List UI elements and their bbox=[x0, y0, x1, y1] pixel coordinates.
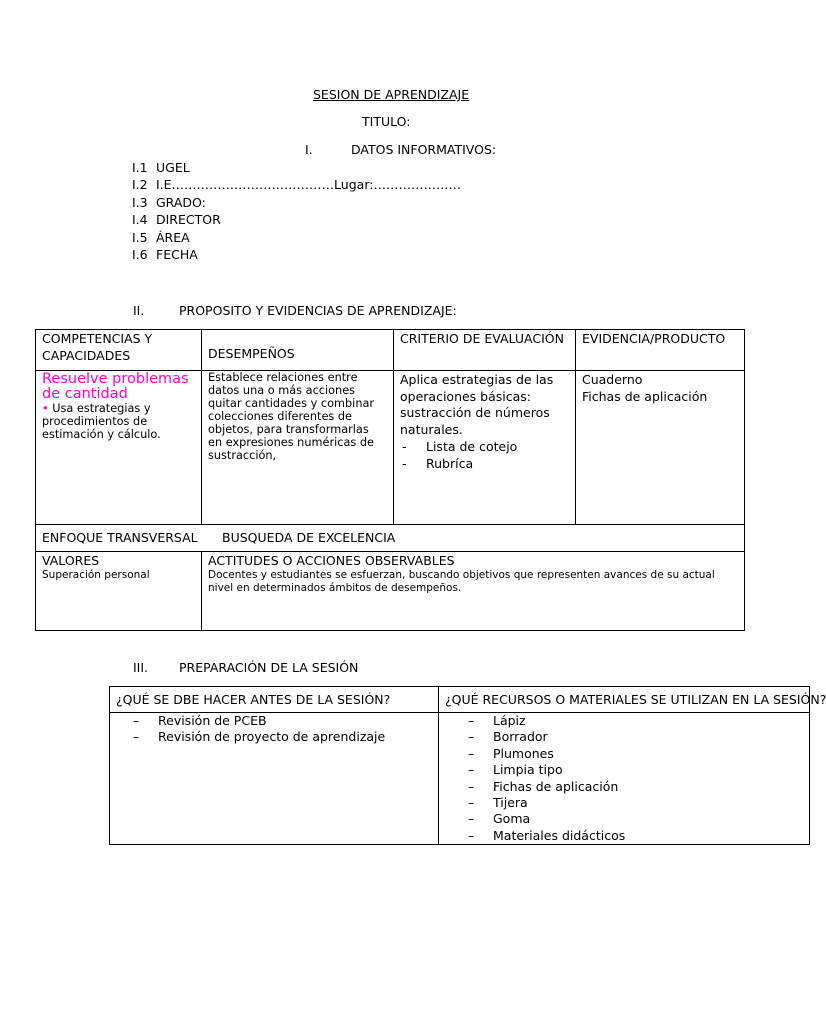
proposito-table bbox=[35, 329, 745, 631]
dash-icon: – bbox=[468, 713, 475, 728]
enfoque-value: BUSQUEDA DE EXCELENCIA bbox=[222, 530, 396, 545]
page-title: SESION DE APRENDIZAJE bbox=[313, 87, 470, 102]
valores-row bbox=[36, 552, 745, 631]
instrumento-text: Lista de cotejo bbox=[426, 439, 518, 454]
info-row-grado bbox=[132, 194, 206, 211]
valores-cell bbox=[36, 552, 202, 631]
section-3-title: PREPARACIÓN DE LA SESIÓN bbox=[179, 660, 359, 675]
titulo-label: TITULO: bbox=[362, 114, 411, 129]
info-text: DIRECTOR bbox=[156, 212, 221, 227]
capacidad-value: Usa estrategias y procedimientos de estimación y cálculo. bbox=[42, 402, 161, 441]
actitudes-label: ACTITUDES O ACCIONES OBSERVABLES bbox=[208, 553, 455, 568]
actitudes-value: Docentes y estudiantes se esfuerzan, buscando objetivos que representen avances de su actual nivel en determinados ámbitos de desempeños. bbox=[208, 569, 715, 594]
list-item-text: Borrador bbox=[493, 729, 548, 745]
section-2-title: PROPOSITO Y EVIDENCIAS DE APRENDIZAJE: bbox=[179, 303, 457, 318]
recursos-header: ¿QUÉ RECURSOS O MATERIALES SE UTILIZAN EN LA SESIÓN? bbox=[439, 687, 810, 713]
list-item bbox=[445, 713, 809, 729]
info-text: ÁREA bbox=[156, 230, 190, 245]
enfoque-label: ENFOQUE TRANSVERSAL bbox=[42, 530, 198, 545]
header-competencias-text: COMPETENCIAS Y CAPACIDADES bbox=[42, 331, 153, 363]
list-item-text: Revisión de PCEB bbox=[158, 713, 267, 728]
dash-icon: – bbox=[468, 745, 475, 761]
info-row-area bbox=[132, 229, 190, 246]
dash-icon: – bbox=[468, 795, 475, 811]
section-2-number: II. bbox=[133, 303, 145, 318]
dash-icon: – bbox=[468, 811, 475, 827]
section-1-number: I. bbox=[305, 142, 313, 157]
valores-label: VALORES bbox=[42, 553, 100, 568]
recursos-cell bbox=[439, 713, 810, 845]
preparacion-content-row bbox=[110, 713, 810, 845]
info-text: GRADO: bbox=[156, 195, 206, 210]
list-item bbox=[445, 779, 809, 795]
valores-value: Superación personal bbox=[42, 569, 150, 581]
list-item bbox=[445, 828, 809, 844]
desempeno-text: Establece relaciones entre datos una o más acciones quitar cantidades y combinar colecciones diferentes de objetos, para transformarlas en expresiones numéricas de sustracción, bbox=[208, 371, 375, 462]
list-item-text: Plumones bbox=[493, 745, 554, 761]
desempeno-cell bbox=[202, 371, 394, 525]
instrumento-text: Rubríca bbox=[426, 456, 474, 471]
table-content-row bbox=[36, 371, 745, 525]
dash-icon: – bbox=[468, 729, 475, 745]
dash-icon: – bbox=[468, 778, 475, 794]
dash-icon: – bbox=[468, 762, 475, 778]
info-num: I.4 bbox=[132, 212, 148, 227]
evidencia-cell bbox=[576, 371, 745, 525]
antes-header: ¿QUÉ SE DBE HACER ANTES DE LA SESIÓN? bbox=[110, 687, 439, 713]
dash-icon: – bbox=[468, 827, 475, 843]
section-3-number: III. bbox=[133, 660, 149, 675]
preparacion-table bbox=[109, 686, 826, 845]
antes-cell bbox=[110, 713, 439, 845]
info-num: I.2 bbox=[132, 177, 148, 192]
instrumento-item bbox=[400, 438, 575, 455]
list-item-text: Tijera bbox=[493, 795, 528, 811]
criterio-text: Aplica estrategias de las operaciones básicas: sustracción de números naturales. bbox=[400, 372, 554, 437]
list-item-text: Materiales didácticos bbox=[493, 827, 626, 843]
dash-icon: - bbox=[402, 456, 407, 471]
list-item bbox=[110, 713, 438, 729]
list-item-text: Revisión de proyecto de aprendizaje bbox=[158, 729, 386, 745]
instrumento-item bbox=[400, 455, 575, 472]
list-item-text: Limpia tipo bbox=[493, 762, 563, 778]
competencia-text: Resuelve problemas de cantidad bbox=[42, 371, 189, 402]
list-item bbox=[445, 811, 809, 827]
recursos-list bbox=[445, 713, 809, 844]
list-item bbox=[110, 729, 438, 745]
header-desempenos: DESEMPEÑOS bbox=[202, 330, 394, 371]
info-text: UGEL bbox=[156, 160, 190, 175]
info-row-ie bbox=[132, 176, 461, 193]
preparacion-header-row bbox=[110, 687, 810, 713]
evidencia-item: Fichas de aplicación bbox=[582, 388, 708, 404]
antes-list bbox=[110, 713, 438, 746]
actitudes-cell bbox=[202, 552, 745, 631]
info-row-director bbox=[132, 211, 221, 228]
list-item bbox=[445, 729, 809, 745]
list-item-text: Lápiz bbox=[493, 713, 526, 728]
header-competencias bbox=[36, 330, 202, 371]
evidencia-item: Cuaderno bbox=[582, 372, 643, 387]
info-num: I.6 bbox=[132, 247, 148, 262]
info-num: I.1 bbox=[132, 160, 148, 175]
section-1-title: DATOS INFORMATIVOS: bbox=[351, 142, 497, 157]
list-item-text: Fichas de aplicación bbox=[493, 778, 619, 794]
competencia-cell bbox=[36, 371, 202, 525]
list-item-text: Goma bbox=[493, 811, 531, 827]
bullet-icon: • bbox=[42, 402, 49, 415]
list-item bbox=[445, 746, 809, 762]
info-text: FECHA bbox=[156, 247, 198, 262]
header-evidencia: EVIDENCIA/PRODUCTO bbox=[576, 330, 745, 371]
dash-icon: – bbox=[133, 713, 140, 728]
table-header-row bbox=[36, 330, 745, 371]
capacidad-text bbox=[42, 402, 201, 441]
dash-icon: - bbox=[402, 439, 407, 454]
info-row-fecha bbox=[132, 246, 198, 263]
enfoque-cell bbox=[36, 525, 745, 552]
info-num: I.3 bbox=[132, 195, 148, 210]
info-num: I.5 bbox=[132, 230, 148, 245]
criterio-cell bbox=[394, 371, 576, 525]
dash-icon: – bbox=[133, 729, 140, 745]
list-item bbox=[445, 795, 809, 811]
info-row-ugel bbox=[132, 159, 190, 176]
enfoque-row bbox=[36, 525, 745, 552]
header-criterio: CRITERIO DE EVALUACIÓN bbox=[394, 330, 576, 371]
info-text: I.E…………………………………Lugar:………………… bbox=[156, 177, 461, 192]
list-item bbox=[445, 762, 809, 778]
